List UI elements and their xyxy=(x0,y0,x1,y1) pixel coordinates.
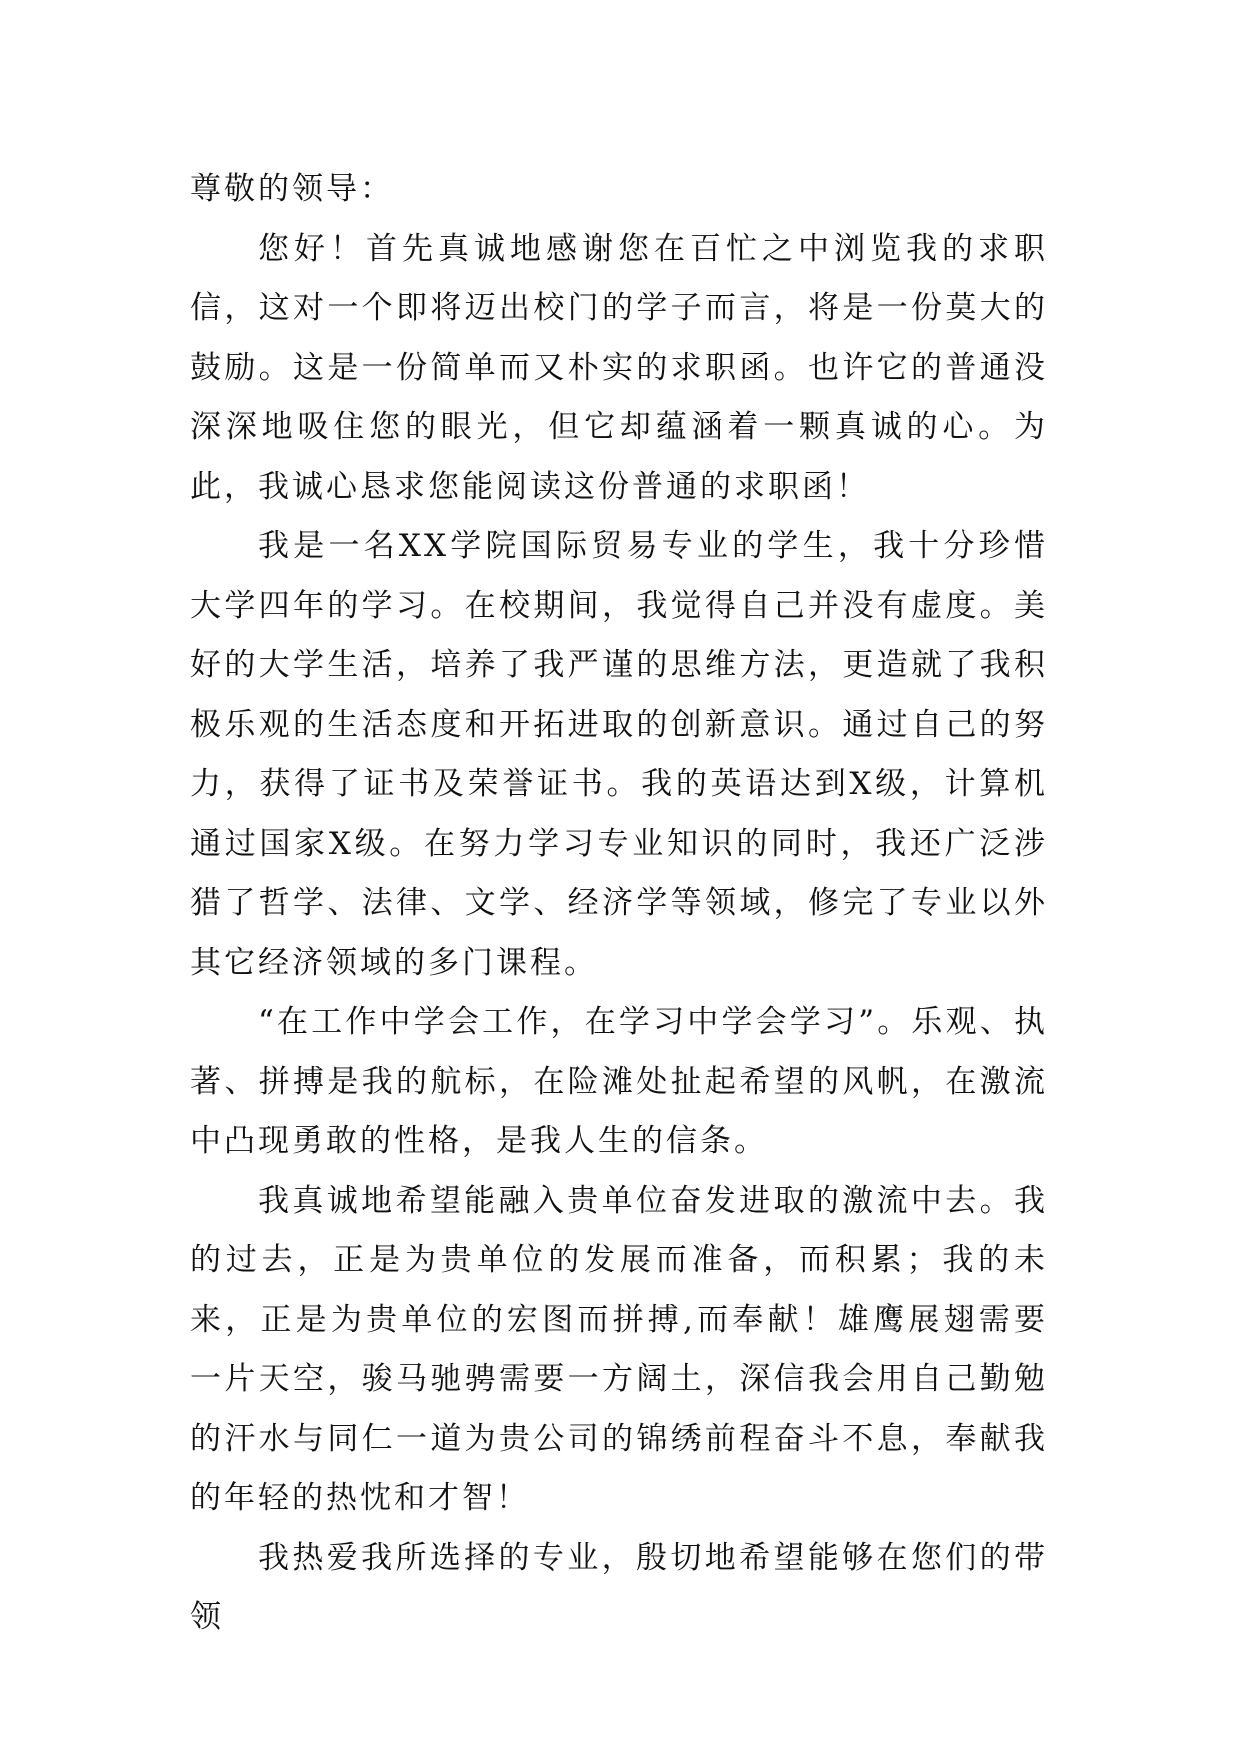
paragraph-greeting: 您好！首先真诚地感谢您在百忙之中浏览我的求职信，这对一个即将迈出校门的学子而言，将是一份莫大的鼓励。这是一份简单而又朴实的求职函。也许它的普通没深深地吸住您的眼光，但它却蕴涵着一颗真诚的心。为此，我诚心恳求您能阅读这份普通的求职函！ xyxy=(190,230,1048,505)
paragraph-motto: “在工作中学会工作，在学习中学会学习”。乐观、执著、拼搏是我的航标，在险滩处扯起希望的风帆，在激流中凸现勇敢的性格，是我人生的信条。 xyxy=(190,1004,1048,1159)
paragraph-closing: 我热爱我所选择的专业，殷切地希望能够在您们的带领 xyxy=(190,1539,1048,1635)
paragraph-education: 我是一名XX学院国际贸易专业的学生，我十分珍惜大学四年的学习。在校期间，我觉得自己并没有虚度。美好的大学生活，培养了我严谨的思维方法，更造就了我积极乐观的生活态度和开拓进取的创新意识。通过自己的努力，获得了证书及荣誉证书。我的英语达到X级，计算机通过国家X级。在努力学习专业知识的同时，我还广泛涉猎了哲学、法律、文学、经济学等领域，修完了专业以外其它经济领域的多门课程。 xyxy=(190,528,1048,981)
letter-body xyxy=(190,160,1048,1648)
salutation: 尊敬的领导： xyxy=(190,171,394,207)
paragraph-aspiration: 我真诚地希望能融入贵单位奋发进取的激流中去。我的过去，正是为贵单位的发展而准备，而积累；我的未来，正是为贵单位的宏图而拼搏,而奉献！雄鹰展翅需要一片天空，骏马驰骋需要一方阔土，深信我会用自己勤勉的汗水与同仁一道为贵公司的锦绣前程奋斗不息，奉献我的年轻的热忱和才智！ xyxy=(190,1182,1048,1516)
